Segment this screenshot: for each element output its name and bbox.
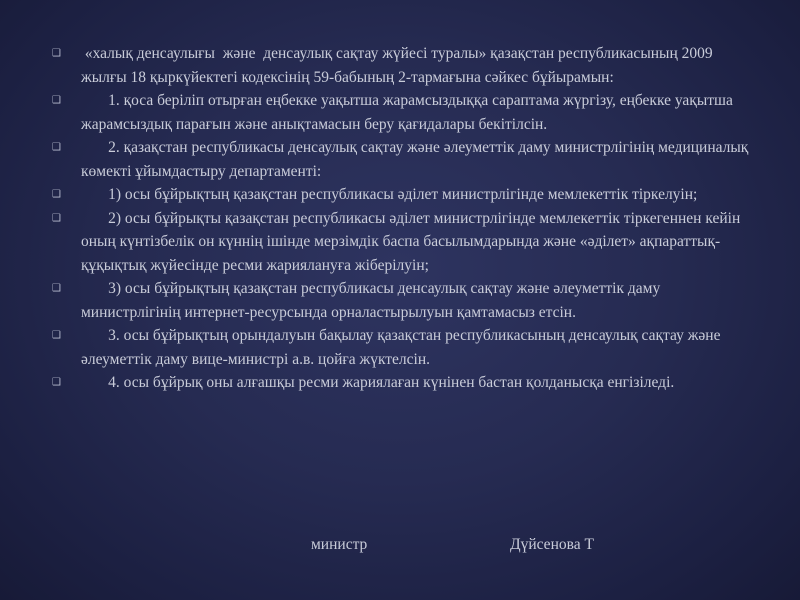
bullet-icon: ❑	[52, 377, 61, 388]
paragraph-text: 1) осы бұйрықтың қазақстан республикасы әділет министрлігінде мемлекеттік тіркелуін;	[81, 186, 698, 203]
list-item	[48, 371, 760, 395]
list-item	[48, 136, 760, 183]
list-item	[48, 89, 760, 136]
bullet-icon: ❑	[52, 212, 61, 224]
list-item	[48, 277, 760, 324]
bullet-icon: ❑	[52, 48, 61, 59]
paragraph-text: «халық денсаулығы және денсаулық сақтау жүйесі туралы» қазақстан республикасының 2009 жылғы 18 қыркүйектегі кодексінің 59-бабының 2-тармағына сәйкес бұйырамын:	[81, 45, 717, 86]
list-item	[48, 207, 760, 278]
paragraph-text: 4. осы бұйрық оны алғашқы ресми жариялаған күнінен бастан қолданысқа енгізіледі.	[81, 374, 675, 391]
list-item	[48, 324, 760, 371]
bullet-icon: ❑	[52, 283, 61, 294]
paragraph-text: 1. қоса беріліп отырған еңбекке уақытша жарамсыздыққа сараптама жүргізу, еңбекке уақытша жарамсыздық парағын және анықтамасын беру қағидалары бекітілсін.	[81, 92, 737, 133]
bullet-icon: ❑	[52, 95, 61, 106]
bullet-icon: ❑	[52, 142, 61, 153]
signature-name: Дүйсенова Т	[510, 536, 594, 553]
bullet-icon: ❑	[52, 189, 61, 200]
paragraph-text: 3) осы бұйрықтың қазақстан республикасы денсаулық сақтау және әлеуметтік даму министрлігінің интернет-ресурсында орналастырылуын қамтамасыз етсін.	[81, 280, 665, 321]
list-item	[48, 42, 760, 89]
paragraph-text: 2. қазақстан республикасы денсаулық сақтау және әлеуметтік даму министрлігінің медициналық көмекті ұйымдастыру департаменті:	[81, 139, 753, 180]
order-text-list	[48, 42, 760, 395]
paragraph-text: 3. осы бұйрықтың орындалуын бақылау қазақстан республикасының денсаулық сақтау және әлеуметтік даму вице-министрі а.в. цойға жүктелсін.	[81, 327, 725, 368]
paragraph-text: 2) осы бұйрықты қазақстан республикасы әділет министрлігінде мемлекеттік тіркегеннен кейін оның күнтізбелік он күннің ішінде мерзімдік баспа басылымдарында және «әділет» ақпараттық-құқықтық жүйесінде ресми жариялануға жіберілуін;	[81, 209, 745, 274]
list-item	[48, 183, 760, 207]
signature-role: министр	[311, 536, 368, 553]
signature-line	[0, 536, 800, 560]
bullet-icon: ❑	[52, 330, 61, 341]
